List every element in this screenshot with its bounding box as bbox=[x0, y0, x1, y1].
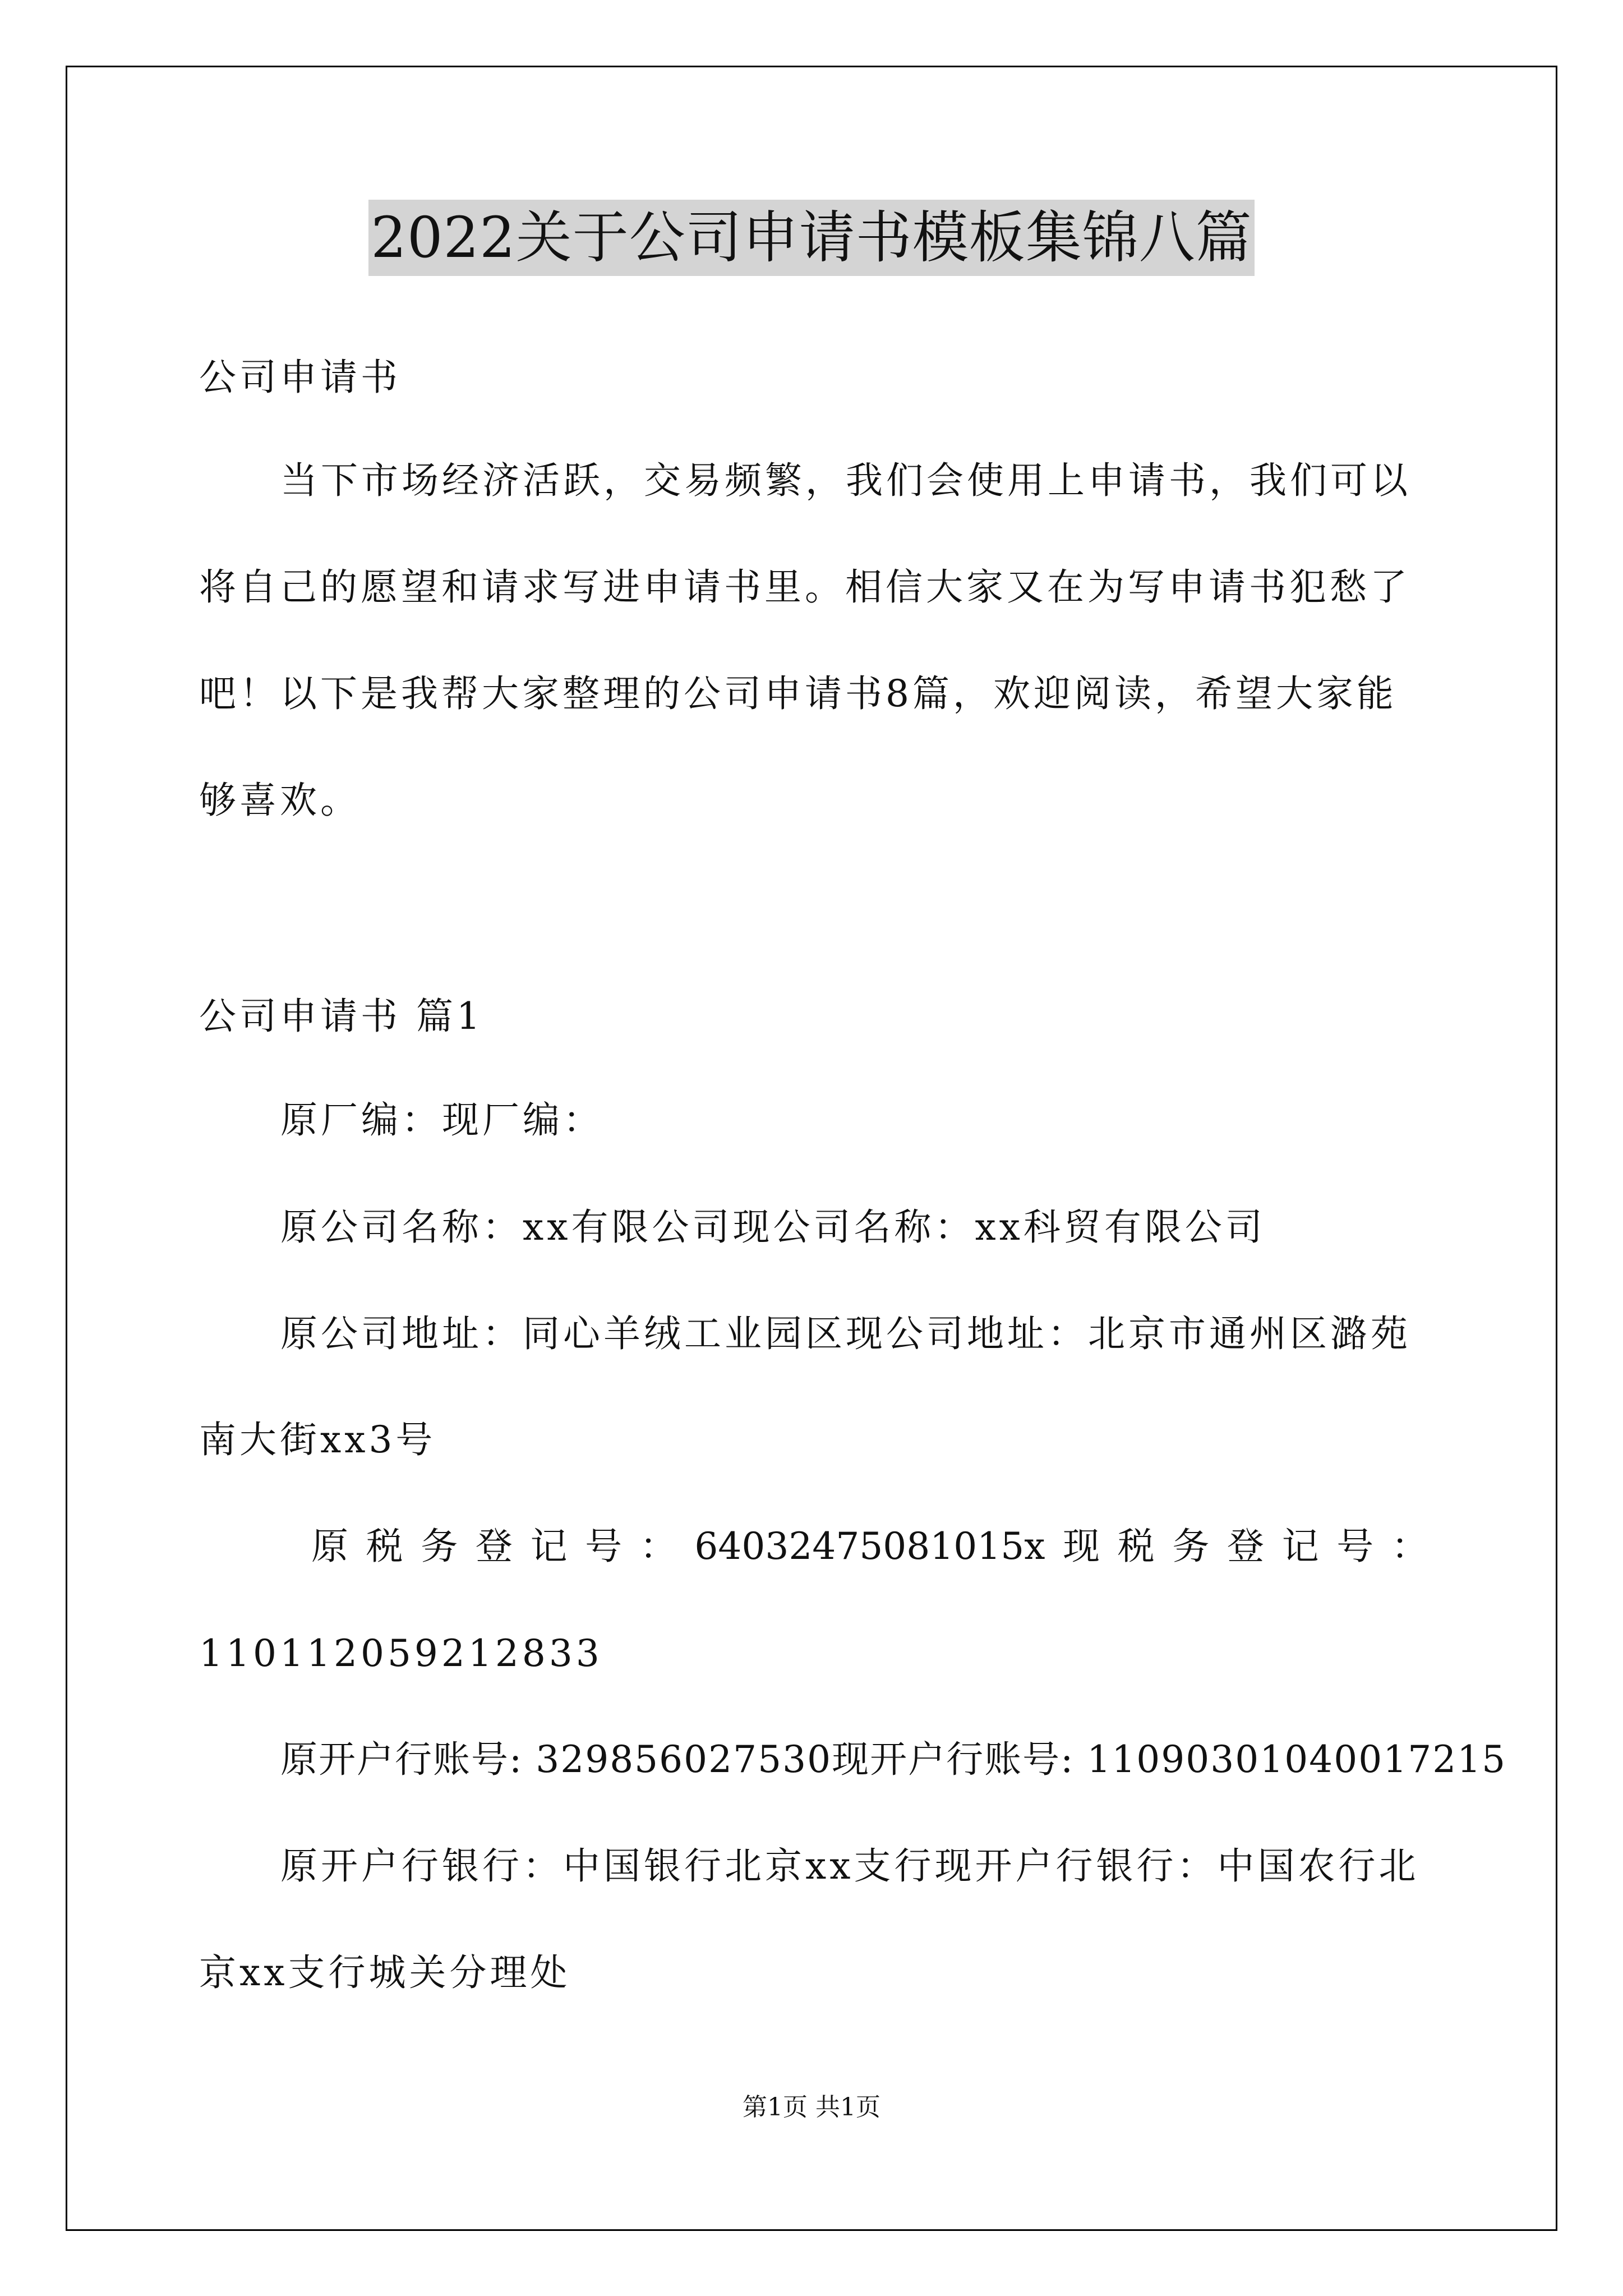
tax-part: 号 bbox=[1336, 1525, 1374, 1568]
page-footer: 第1页 共1页 bbox=[743, 2093, 880, 2122]
section1-heading: 公司申请书 篇1 bbox=[199, 995, 483, 1038]
intro-paragraph-line-3: 吧！以下是我帮大家整理的公司申请书8篇，欢迎阅读，希望大家能 bbox=[199, 672, 1397, 715]
intro-paragraph-line-2: 将自己的愿望和请求写进申请书里。相信大家又在为写申请书犯愁了 bbox=[199, 565, 1410, 609]
tax-part: ： bbox=[639, 1525, 677, 1568]
intro-heading: 公司申请书 bbox=[199, 356, 401, 399]
company-name-line: 原公司名称：xx有限公司现公司名称：xx科贸有限公司 bbox=[280, 1205, 1266, 1249]
intro-paragraph-line-1: 当下市场经济活跃，交易频繁，我们会使用上申请书，我们可以 bbox=[280, 459, 1411, 502]
tax-part: 税 bbox=[1117, 1525, 1155, 1568]
tax-part: 记 bbox=[530, 1525, 568, 1568]
tax-part: 务 bbox=[1172, 1525, 1210, 1568]
tax-part: 税 bbox=[366, 1525, 403, 1568]
tax-part: 64032475081015x bbox=[694, 1525, 1045, 1568]
tax-part: 号 bbox=[585, 1525, 623, 1568]
bank-name-line-1: 原开户行银行：中国银行北京xx支行现开户行银行：中国农行北 bbox=[280, 1844, 1419, 1888]
tax-part: 原 bbox=[311, 1525, 348, 1568]
tax-part: 务 bbox=[421, 1525, 458, 1568]
intro-paragraph-line-4: 够喜欢。 bbox=[199, 779, 361, 822]
tax-part: 登 bbox=[1227, 1525, 1264, 1568]
company-address-line-2: 南大街xx3号 bbox=[199, 1418, 436, 1461]
tax-registration-line-1 bbox=[311, 1521, 1428, 1572]
document-title: 2022关于公司申请书模板集锦八篇 bbox=[368, 200, 1255, 276]
tax-part: ： bbox=[1391, 1525, 1428, 1568]
bank-account-line: 原开户行账号: 329856027530现开户行账号: 11090301040017215 bbox=[280, 1738, 1507, 1781]
tax-part: 现 bbox=[1063, 1525, 1100, 1568]
tax-part: 记 bbox=[1281, 1525, 1319, 1568]
tax-registration-line-2: 110112059212833 bbox=[199, 1632, 603, 1675]
factory-number-line: 原厂编：现厂编： bbox=[280, 1098, 603, 1142]
company-address-line-1: 原公司地址：同心羊绒工业园区现公司地址：北京市通州区潞苑 bbox=[280, 1312, 1411, 1355]
document-title-block bbox=[0, 200, 1623, 276]
bank-name-line-2: 京xx支行城关分理处 bbox=[199, 1951, 571, 1994]
tax-part: 登 bbox=[475, 1525, 513, 1568]
